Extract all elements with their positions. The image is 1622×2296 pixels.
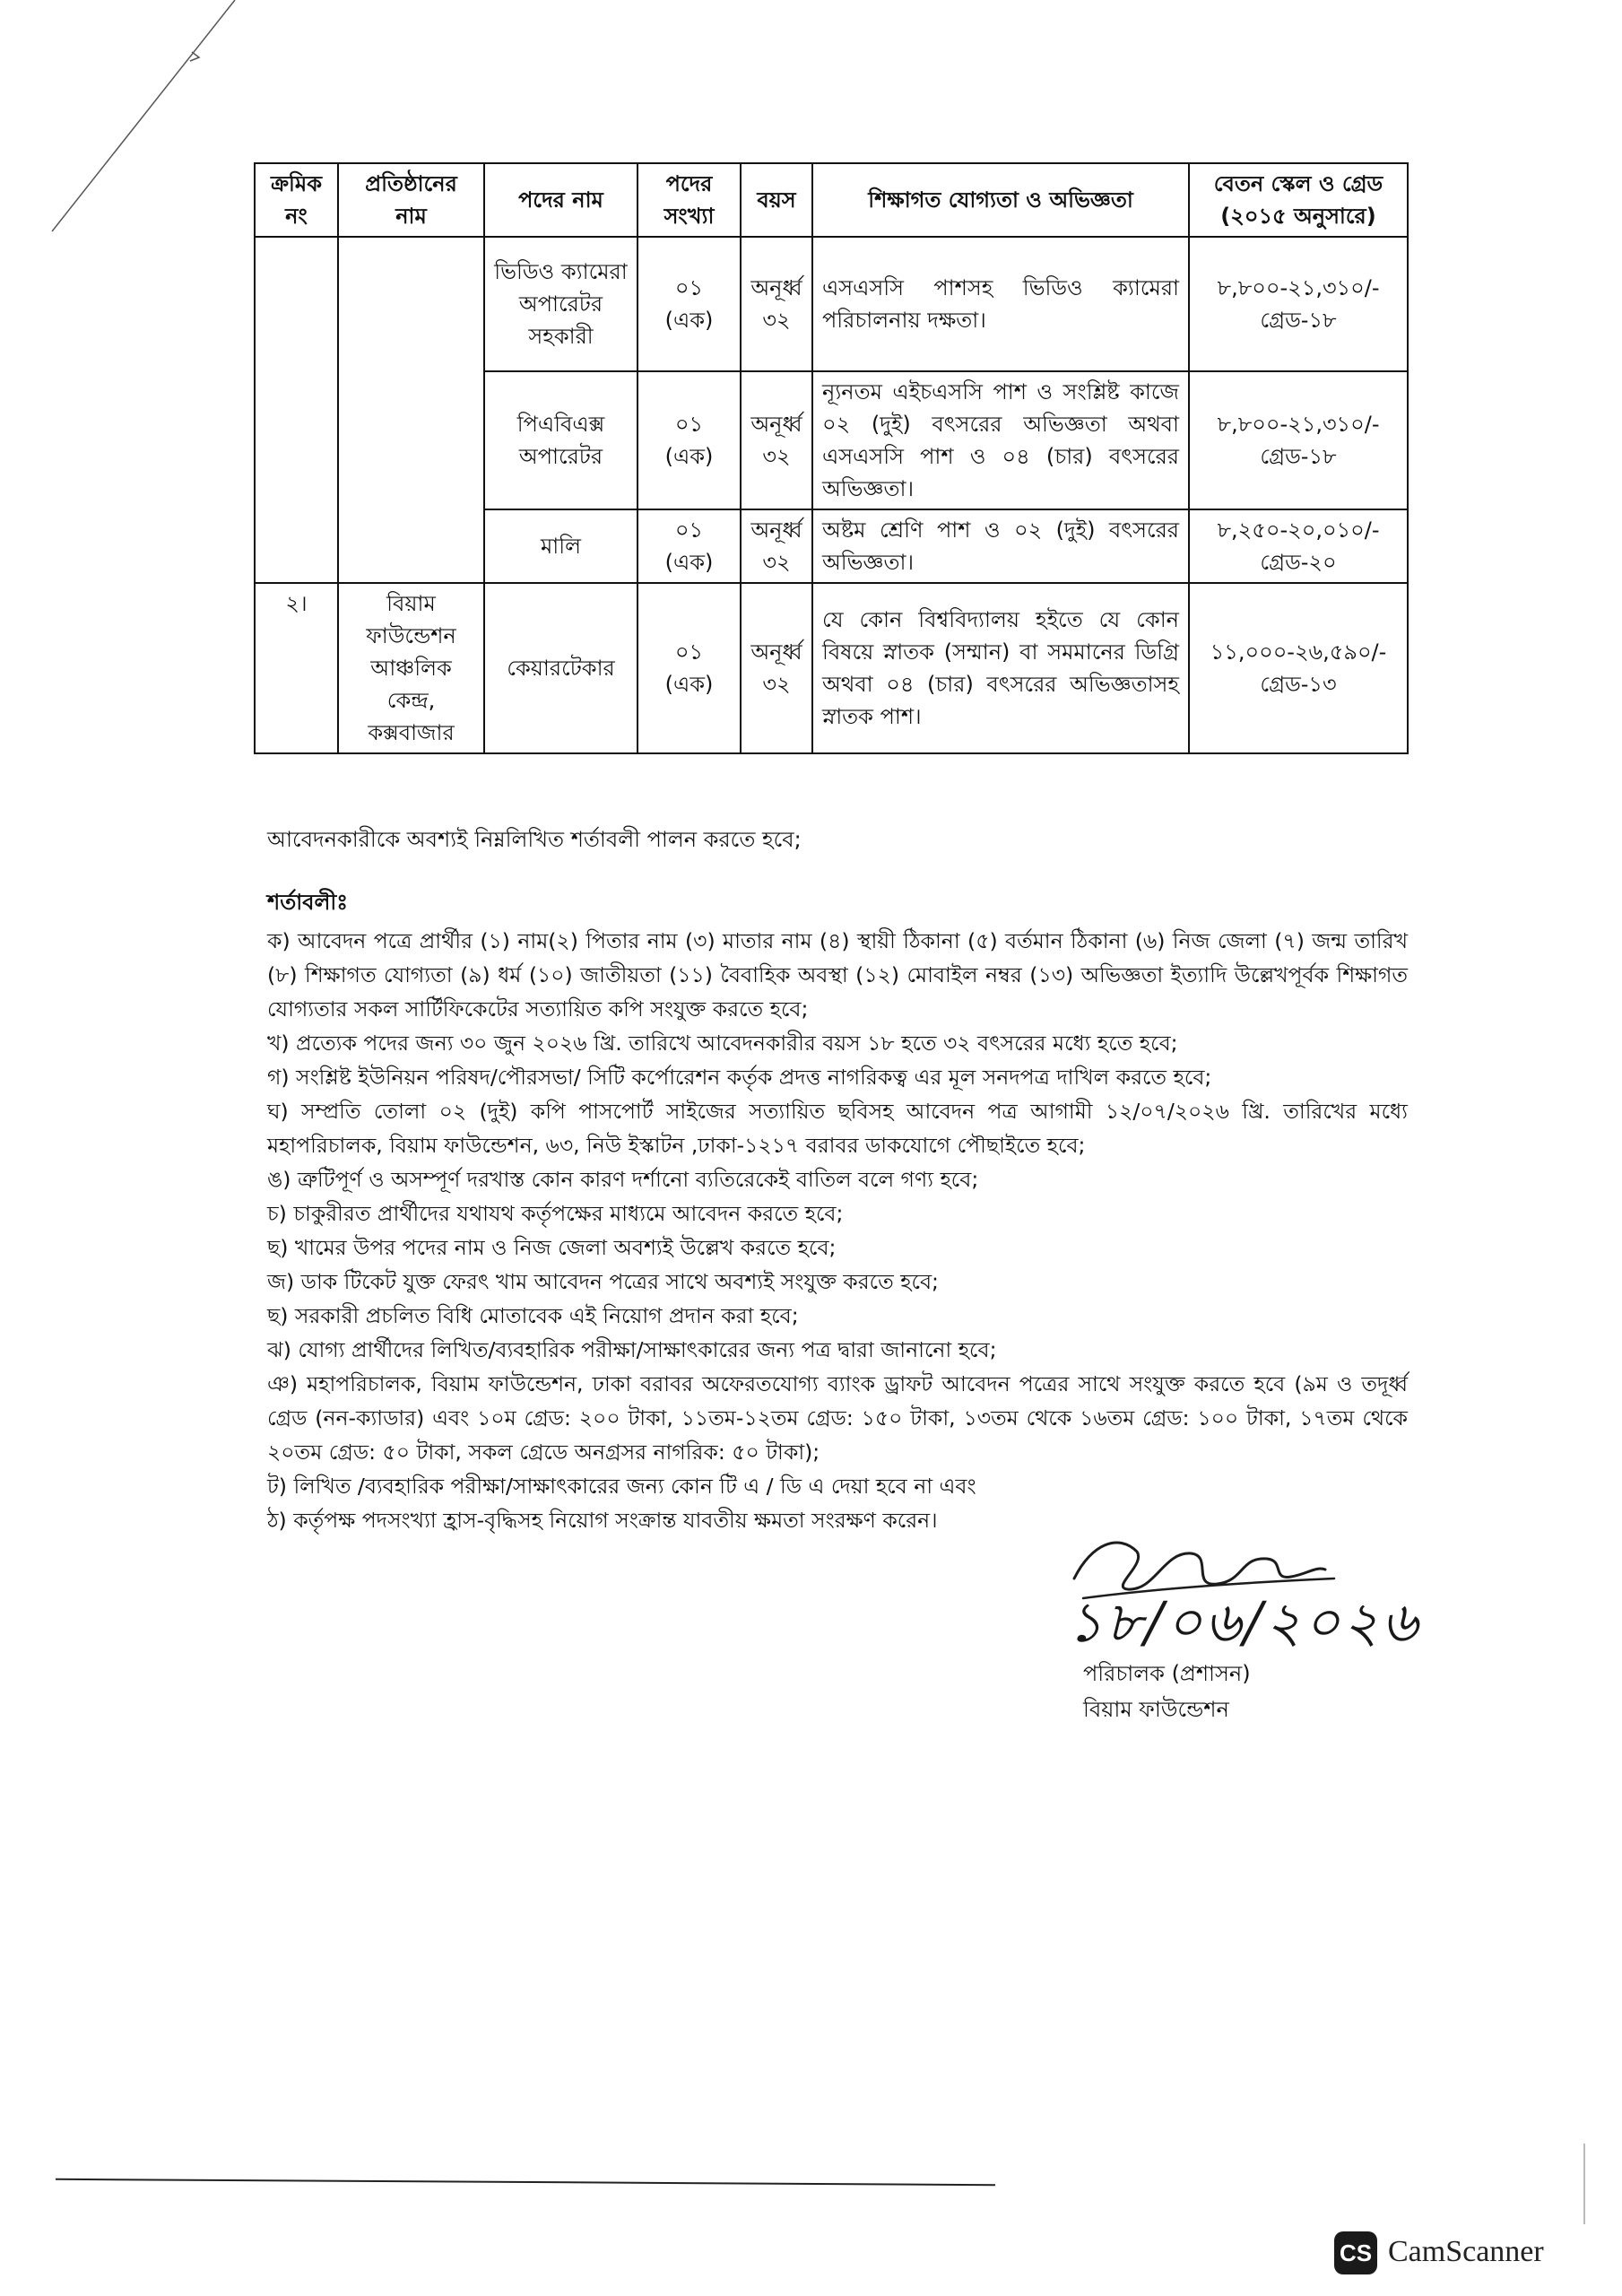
salary-cell xyxy=(1189,237,1408,371)
table-row xyxy=(255,583,1408,753)
qualification-cell: অষ্টম শ্রেণি পাশ ও ০২ (দুই) বৎসরের অভিজ্ঞতা। xyxy=(812,509,1189,583)
count-number: ০১ xyxy=(674,639,704,665)
fold-line xyxy=(0,0,269,242)
signatory-title: পরিচালক (প্রশাসন) xyxy=(1083,1661,1251,1686)
salary-scale: ১১,০০০-২৬,৫৯০/- xyxy=(1210,639,1387,665)
salary-cell xyxy=(1189,583,1408,753)
age-cell: অনূর্ধ্ব ৩২ xyxy=(741,237,812,371)
salary-grade: গ্রেড-১৩ xyxy=(1260,672,1337,697)
footer-rule xyxy=(56,2179,995,2186)
institution-cell xyxy=(338,237,484,583)
qualification-cell: এসএসসি পাশসহ ভিডিও ক্যামেরা পরিচালনায় দক্ষতা। xyxy=(812,237,1189,371)
condition-item: গ) সংশ্লিষ্ট ইউনিয়ন পরিষদ/পৌরসভা/ সিটি কর্পোরেশন কর্তৃক প্রদত্ত নাগরিকত্ব এর মূল সনদপত্র দাখিল করতে হবে; xyxy=(267,1065,1212,1090)
qualification-cell: যে কোন বিশ্ববিদ্যালয় হইতে যে কোন বিষয়ে স্নাতক (সম্মান) বা সমমানের ডিগ্রি অথবা ০৪ (চার) বৎসরের অভিজ্ঞতাসহ স্নাতক পাশ। xyxy=(812,583,1189,753)
header-age: বয়স xyxy=(741,163,812,237)
post-cell: মালি xyxy=(484,509,638,583)
condition-item: ঝ) যোগ্য প্রার্থীদের লিখিত/ব্যবহারিক পরীক্ষা/সাক্ষাৎকারের জন্য পত্র দ্বারা জানানো হবে; xyxy=(267,1337,997,1362)
salary-scale: ৮,২৫০-২০,০১০/- xyxy=(1217,517,1380,543)
conditions-list xyxy=(267,924,1408,1537)
age-cell: অনূর্ধ্ব ৩২ xyxy=(741,509,812,583)
table-row xyxy=(255,237,1408,371)
header-qualification: শিক্ষাগত যোগ্যতা ও অভিজ্ঞতা xyxy=(812,163,1189,237)
count-cell xyxy=(638,237,741,371)
camscanner-watermark: CamScanner xyxy=(1388,2235,1544,2268)
qualification-cell: ন্যূনতম এইচএসসি পাশ ও সংশ্লিষ্ট কাজে ০২ (দুই) বৎসরের অভিজ্ঞতা অথবা এসএসসি পাশ ও ০৪ (চার) বৎসরের অভিজ্ঞতা। xyxy=(812,371,1189,509)
page-edge-mark xyxy=(1583,2144,1585,2224)
count-cell xyxy=(638,371,741,509)
header-salary xyxy=(1189,163,1408,237)
count-cell xyxy=(638,509,741,583)
handwritten-date: ১৮/০৬/২০২৬ xyxy=(1067,1589,1421,1655)
condition-item: জ) ডাক টিকেট যুক্ত ফেরৎ খাম আবেদন পত্রের সাথে অবশ্যই সংযুক্ত করতে হবে; xyxy=(267,1269,939,1294)
header-serial: ক্রমিক নং xyxy=(255,163,338,237)
salary-cell xyxy=(1189,509,1408,583)
condition-item: ঞ) মহাপরিচালক, বিয়াম ফাউন্ডেশন, ঢাকা বরাবর অফেরতযোগ্য ব্যাংক ড্রাফট আবেদন পত্রের সাথে সংযুক্ত করতে হবে (৯ম ও তদূর্ধ্ব গ্রেড (নন-ক্যাডার) এবং ১০ম গ্রেড: ২০০ টাকা, ১১তম-১২তম গ্রেড: ১৫০ টাকা, ১৩তম থেকে ১৬তম গ্রেড: ১০০ টাকা, ১৭তম থেকে ২০তম গ্রেড: ৫০ টাকা, সকল গ্রেডে অনগ্রসর নাগরিক: ৫০ টাকা); xyxy=(267,1371,1408,1465)
header-count: পদের সংখ্যা xyxy=(638,163,741,237)
salary-cell xyxy=(1189,371,1408,509)
count-words: (এক) xyxy=(664,672,714,697)
salary-scale: ৮,৮০০-২১,৩১০/- xyxy=(1217,275,1380,300)
institution-cell: বিয়াম ফাউন্ডেশন আঞ্চলিক কেন্দ্র, কক্সবাজার xyxy=(338,583,484,753)
count-words: (এক) xyxy=(664,444,714,469)
header-salary-line2: (২০১৫ অনুসারে) xyxy=(1220,204,1376,229)
header-post: পদের নাম xyxy=(484,163,638,237)
count-number: ০১ xyxy=(674,517,704,543)
condition-item: ছ) খামের উপর পদের নাম ও নিজ জেলা অবশ্যই উল্লেখ করতে হবে; xyxy=(267,1235,837,1260)
condition-item: ঠ) কর্তৃপক্ষ পদসংখ্যা হ্রাস-বৃদ্ধিসহ নিয়োগ সংক্রান্ত যাবতীয় ক্ষমতা সংরক্ষণ করেন। xyxy=(267,1508,938,1533)
intro-text: আবেদনকারীকে অবশ্যই নিম্নলিখিত শর্তাবলী পালন করতে হবে; xyxy=(267,827,802,852)
count-words: (এক) xyxy=(664,550,714,575)
post-cell: ভিডিও ক্যামেরা অপারেটর সহকারী xyxy=(484,237,638,371)
table-header-row xyxy=(255,163,1408,237)
signatory-organization: বিয়াম ফাউন্ডেশন xyxy=(1083,1697,1229,1722)
condition-item: ঘ) সম্প্রতি তোলা ০২ (দুই) কপি পাসপোর্ট সাইজের সত্যায়িত ছবিসহ আবেদন পত্র আগামী ১২/০৭/২০২৬ খ্রি. তারিখের মধ্যে মহাপরিচালক, বিয়াম ফাউন্ডেশন, ৬৩, নিউ ইস্কাটন ,ঢাকা-১২১৭ বরাবর ডাকযোগে পৌছাইতে হবে; xyxy=(267,1099,1408,1158)
condition-item: ক) আবেদন পত্রে প্রার্থীর (১) নাম(২) পিতার নাম (৩) মাতার নাম (৪) স্থায়ী ঠিকানা (৫) বর্তমান ঠিকানা (৬) নিজ জেলা (৭) জন্ম তারিখ (৮) শিক্ষাগত যোগ্যতা (৯) ধর্ম (১০) জাতীয়তা (১১) বৈবাহিক অবস্থা (১২) মোবাইল নম্বর (১৩) অভিজ্ঞতা ইত্যাদি উল্লেখপূর্বক শিক্ষাগত যোগ্যতার সকল সার্টিফিকেটের সত্যায়িত কপি সংযুক্ত করতে হবে; xyxy=(267,928,1408,1022)
post-cell: কেয়ারটেকার xyxy=(484,583,638,753)
salary-grade: গ্রেড-২০ xyxy=(1260,550,1337,575)
camscanner-logo-icon: CS xyxy=(1334,2231,1377,2274)
header-institution: প্রতিষ্ঠানের নাম xyxy=(338,163,484,237)
age-cell: অনূর্ধ্ব ৩২ xyxy=(741,371,812,509)
conditions-heading: শর্তাবলীঃ xyxy=(267,890,349,915)
age-cell: অনূর্ধ্ব ৩২ xyxy=(741,583,812,753)
condition-item: ট) লিখিত /ব্যবহারিক পরীক্ষা/সাক্ষাৎকারের জন্য কোন টি এ / ডি এ দেয়া হবে না এবং xyxy=(267,1474,976,1499)
condition-item: চ) চাকুরীরত প্রার্থীদের যথাযথ কর্তৃপক্ষের মাধ্যমে আবেদন করতে হবে; xyxy=(267,1201,844,1226)
serial-cell xyxy=(255,237,338,583)
salary-scale: ৮,৮০০-২১,৩১০/- xyxy=(1217,412,1380,437)
condition-item: ঙ) ত্রুটিপূর্ণ ও অসম্পূর্ণ দরখাস্ত কোন কারণ দর্শানো ব্যতিরেকেই বাতিল বলে গণ্য হবে; xyxy=(267,1167,979,1192)
count-cell xyxy=(638,583,741,753)
salary-grade: গ্রেড-১৮ xyxy=(1260,308,1337,333)
header-salary-line1: বেতন স্কেল ও গ্রেড xyxy=(1213,171,1383,196)
salary-grade: গ্রেড-১৮ xyxy=(1260,444,1337,469)
post-cell: পিএবিএক্স অপারেটর xyxy=(484,371,638,509)
count-number: ০১ xyxy=(674,412,704,437)
count-number: ০১ xyxy=(674,275,704,300)
condition-item: ছ) সরকারী প্রচলিত বিধি মোতাবেক এই নিয়োগ প্রদান করা হবে; xyxy=(267,1303,799,1328)
condition-item: খ) প্রত্যেক পদের জন্য ৩০ জুন ২০২৬ খ্রি. তারিখে আবেদনকারীর বয়স ১৮ হতে ৩২ বৎসরের মধ্যে হতে হবে; xyxy=(267,1031,1178,1056)
serial-cell: ২। xyxy=(255,583,338,753)
vacancy-table xyxy=(254,162,1409,754)
count-words: (এক) xyxy=(664,308,714,333)
